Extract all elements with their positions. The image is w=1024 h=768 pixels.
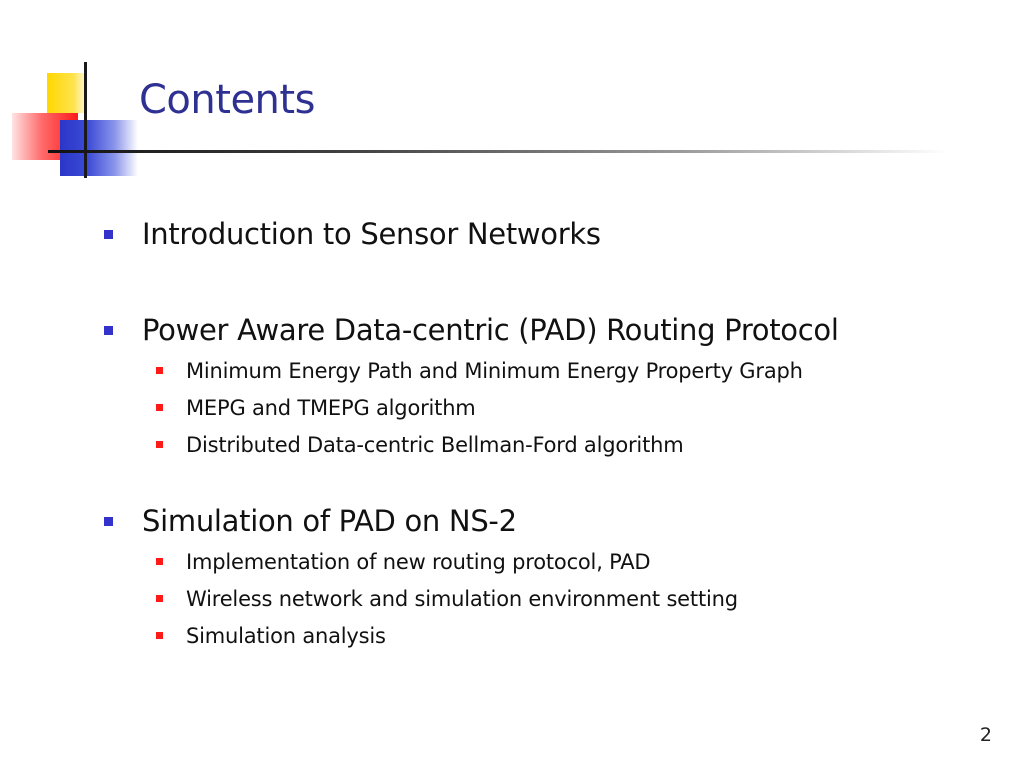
square-bullet-icon bbox=[104, 230, 113, 239]
bullet-item-label: Simulation of PAD on NS-2 bbox=[142, 504, 517, 538]
sub-bullet-item bbox=[156, 352, 984, 389]
page-number: 2 bbox=[979, 724, 992, 746]
sub-bullet-label: Simulation analysis bbox=[186, 623, 386, 648]
bullet-list bbox=[104, 212, 984, 654]
decoration-yellow-square bbox=[47, 73, 85, 113]
title-decoration bbox=[0, 0, 140, 185]
sub-bullet-label: Implementation of new routing protocol, PAD bbox=[186, 549, 651, 574]
square-sub-bullet-icon bbox=[156, 367, 163, 374]
sub-bullet-label: MEPG and TMEPG algorithm bbox=[186, 395, 476, 420]
title-underline bbox=[48, 150, 948, 153]
bullet-item-label: Introduction to Sensor Networks bbox=[142, 217, 601, 251]
bullet-item bbox=[104, 308, 984, 352]
square-bullet-icon bbox=[104, 326, 113, 335]
square-sub-bullet-icon bbox=[156, 404, 163, 411]
sub-bullet-item bbox=[156, 543, 984, 580]
square-sub-bullet-icon bbox=[156, 632, 163, 639]
sub-bullet-item bbox=[156, 617, 984, 654]
sub-bullet-item bbox=[156, 580, 984, 617]
sub-bullet-label: Distributed Data-centric Bellman-Ford algorithm bbox=[186, 432, 684, 457]
sub-bullet-item bbox=[156, 389, 984, 426]
decoration-blue-square bbox=[60, 120, 138, 176]
square-bullet-icon bbox=[104, 517, 113, 526]
slide-title: Contents bbox=[139, 77, 315, 123]
square-sub-bullet-icon bbox=[156, 441, 163, 448]
bullet-item-label: Power Aware Data-centric (PAD) Routing Protocol bbox=[142, 313, 839, 347]
square-sub-bullet-icon bbox=[156, 558, 163, 565]
bullet-item bbox=[104, 212, 984, 256]
sub-bullet-item bbox=[156, 426, 984, 463]
sub-bullet-label: Wireless network and simulation environment setting bbox=[186, 586, 738, 611]
square-sub-bullet-icon bbox=[156, 595, 163, 602]
decoration-vertical-line bbox=[84, 62, 87, 178]
sub-bullet-label: Minimum Energy Path and Minimum Energy Property Graph bbox=[186, 358, 803, 383]
bullet-item bbox=[104, 499, 984, 543]
